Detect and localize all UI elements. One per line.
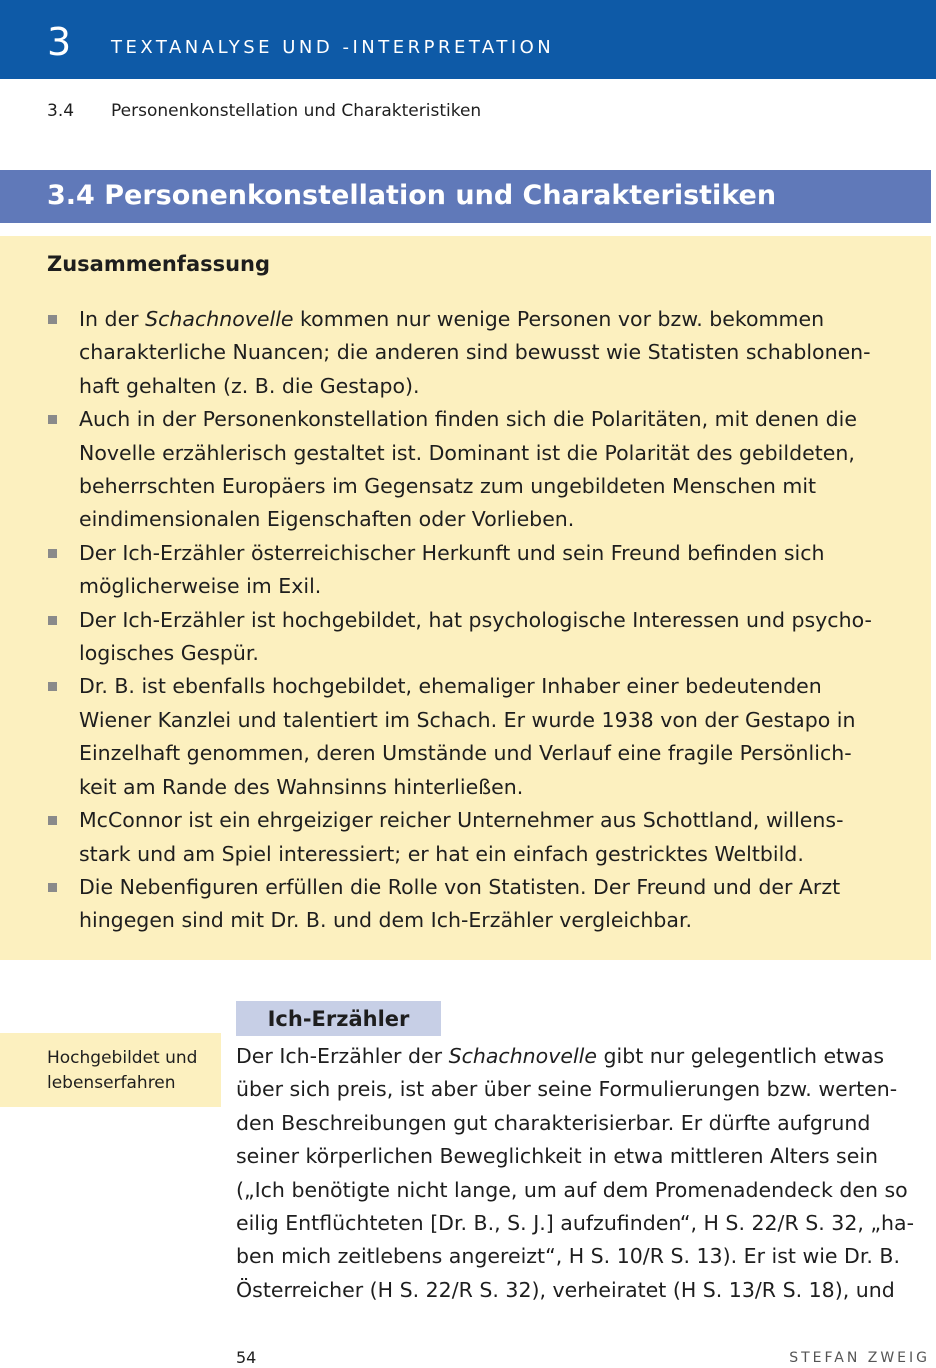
summary-item-line: Auch in der Personenkonstellation finden sich die Polaritäten, mit denen die [79,407,857,432]
body-text-line: („Ich benötigte nicht lange, um auf dem Promenadendeck den so [236,1177,908,1202]
summary-item-line: keit am Rande des Wahnsinns hinterließen. [79,774,524,799]
body-text-line: über sich preis, ist aber über seine Formulierungen bzw. werten- [236,1077,898,1102]
summary-item-line: Der Ich-Erzähler österreichischer Herkunft und sein Freund befinden sich [79,540,825,565]
character-label: Ich-Erzähler [267,1007,410,1031]
summary-item [47,303,927,403]
summary-list [47,303,927,938]
margin-note-line: Hochgebildet und [47,1048,198,1068]
chapter-number: 3 [47,20,72,64]
summary-item-line: Wiener Kanzlei und talentiert im Schach. Er wurde 1938 von der Gestapo in [79,707,856,732]
square-bullet-icon [48,816,57,825]
summary-item [47,403,927,537]
square-bullet-icon [48,415,57,424]
square-bullet-icon [48,549,57,558]
running-section-title: Personenkonstellation und Charakteristiken [111,101,482,121]
character-body-text [236,1040,931,1307]
summary-item-line: beherrschten Europäers im Gegensatz zum ungebildeten Menschen mit [79,474,817,499]
chapter-title: TEXTANALYSE UND -INTERPRETATION [111,37,555,58]
summary-item-line: stark und am Spiel interessiert; er hat ein einfach gestricktes Weltbild. [79,841,804,866]
margin-note [47,1046,217,1096]
italic-title: Schachnovelle [448,1044,597,1068]
summary-item-line: möglicherweise im Exil. [79,574,322,599]
summary-item-line: Die Nebenfiguren erfüllen die Rolle von Statisten. Der Freund und der Arzt [79,874,841,899]
summary-item-line: Dr. B. ist ebenfalls hochgebildet, ehemaliger Inhaber einer bedeutenden [79,674,822,699]
summary-item [47,871,927,938]
body-text-line: Österreicher (H S. 22/R S. 32), verheiratet (H S. 13/R S. 18), und [236,1277,895,1302]
body-text-line: den Beschreibungen gut charakterisierbar. Er dürfte aufgrund [236,1110,871,1135]
summary-heading: Zusammenfassung [47,252,271,276]
summary-item-line: In der Schachnovelle kommen nur wenige Personen vor bzw. bekommen [79,307,825,331]
running-footer-author: STEFAN ZWEIG [789,1350,930,1366]
running-section-number: 3.4 [47,101,75,121]
summary-item-line: Der Ich-Erzähler ist hochgebildet, hat psychologische Interessen und psycho- [79,607,872,632]
body-text-line: ben mich zeitlebens angereizt“, H S. 10/R S. 13). Er ist wie Dr. B. [236,1244,900,1269]
summary-item-line: logisches Gespür. [79,641,259,666]
italic-title: Schachnovelle [145,307,294,331]
summary-item-line: McConnor ist ein ehrgeiziger reicher Unternehmer aus Schottland, willens- [79,808,844,833]
summary-item-line: haft gehalten (z. B. die Gestapo). [79,373,420,398]
summary-item-line: Novelle erzählerisch gestaltet ist. Dominant ist die Polarität des gebildeten, [79,440,855,465]
summary-item [47,537,927,604]
body-text-line: Der Ich-Erzähler der Schachnovelle gibt nur gelegentlich etwas [236,1044,885,1068]
square-bullet-icon [48,883,57,892]
summary-item [47,804,927,871]
summary-item-line: Einzelhaft genommen, deren Umstände und Verlauf eine fragile Persönlich- [79,741,852,766]
margin-note-line: lebenserfahren [47,1073,176,1093]
square-bullet-icon [48,315,57,324]
body-text-line: eilig Entflüchteten [Dr. B., S. J.] aufzufinden“, H S. 22/R S. 32, „ha- [236,1211,914,1236]
summary-item [47,604,927,671]
summary-item [47,670,927,804]
section-heading: 3.4 Personenkonstellation und Charakteristiken [47,180,777,211]
summary-item-line: charakterliche Nuancen; die anderen sind bewusst wie Statisten schablonen- [79,340,871,365]
page-number: 54 [236,1348,257,1367]
square-bullet-icon [48,616,57,625]
square-bullet-icon [48,682,57,691]
body-text-line: seiner körperlichen Beweglichkeit in etwa mittleren Alters sein [236,1144,879,1169]
summary-item-line: eindimensionalen Eigenschaften oder Vorlieben. [79,507,575,532]
summary-item-line: hingegen sind mit Dr. B. und dem Ich-Erzähler vergleichbar. [79,908,693,933]
